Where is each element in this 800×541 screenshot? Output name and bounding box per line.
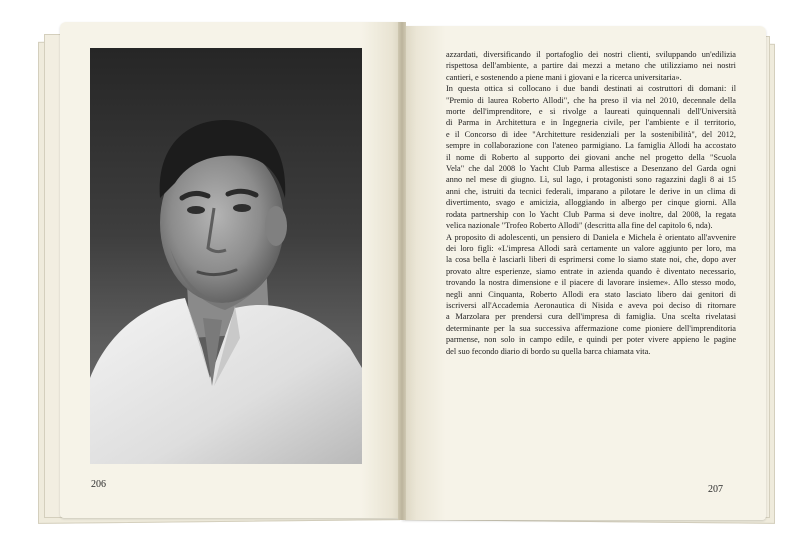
text-line: di Parma in Architettura e in Ingegneria civile, per l'ambiente e il territorio, bbox=[446, 118, 736, 128]
text-line: velica nazionale "Trofeo Roberto Allodi" (descritta alla fine del capitolo 6, nda). bbox=[446, 221, 713, 231]
text-line: negli anni Cinquanta, Roberto Allodi era stato lasciato libero dai genitori di bbox=[446, 289, 736, 299]
text-line: a Marzolara per prendersi cura dell'impresa di famiglia. Una scelta rivelatasi bbox=[446, 312, 736, 322]
text-line: trovando la nostra dimensione e il piacere di lavorare insieme». Allo stesso modo, bbox=[446, 278, 736, 288]
text-line: azzardati, diversificando il portafoglio dei nostri clienti, sviluppando un'edilizia bbox=[446, 50, 736, 59]
text-line: cantieri, e sostenendo a piene mani i giovani e la ricerca universitaria». bbox=[446, 72, 682, 82]
text-line: dei loro figli: «L'impresa Allodi sarà certamente un valore aggiunto per loro, ma bbox=[446, 243, 736, 253]
page-number-left: 206 bbox=[91, 479, 106, 490]
page-number-right: 207 bbox=[708, 484, 723, 495]
text-line: e il Concorso di idee "Architetture residenziali per la sostenibilità", del 2012, bbox=[446, 129, 736, 139]
text-line: anno nel mese di giugno. Lì, sul lago, i protagonisti sono ragazzini dagli 8 ai 15 bbox=[446, 175, 736, 185]
text-line: Vela" che dal 2008 lo Yacht Club Parma allestisce a Desenzano del Garda ogni bbox=[446, 164, 736, 174]
text-line: rispettosa dell'ambiente, a partire dai mezzi a metano che utilizziamo nei nostri bbox=[446, 61, 736, 71]
portrait-illustration bbox=[90, 48, 362, 464]
text-line: rodata partnership con lo Yacht Club Parma si deve inoltre, dal 2008, la regata bbox=[446, 209, 736, 219]
body-text bbox=[446, 49, 736, 357]
text-line: "Premio di laurea Roberto Allodi", che ha preso il via nel 2010, decennale della bbox=[446, 95, 736, 105]
portrait-photo bbox=[90, 48, 362, 464]
text-line: determinante per la sua successiva affermazione come pioniere dell'imprenditoria bbox=[446, 323, 736, 333]
text-line: divertimento, svago e amicizia, alloggiando in albergo per cinque giorni. Alla bbox=[446, 198, 736, 208]
text-line: sempre in collaborazione con l'ateneo parmigiano. La famiglia Allodi ha accostato bbox=[446, 141, 736, 151]
book-spine bbox=[398, 22, 406, 520]
text-line: la cosa bella è lasciarli liberi di esprimersi come lo siamo state noi, che, dopo aver bbox=[446, 255, 736, 265]
text-line: parmense, non solo in campo edile, e quindi per poter vivere appieno le pagine bbox=[446, 335, 736, 345]
text-line: provato altre esperienze, siamo entrate in azienda quando è diventato necessario, bbox=[446, 266, 736, 276]
text-line: il nome di Roberto al supporto dei giovani anche nel progetto della "Scuola bbox=[446, 152, 736, 162]
text-line: iscriversi all'Accademia Aeronautica di Nisida e aveva poi deciso di ritornare bbox=[446, 300, 736, 310]
text-line: morte dell'imprenditore, e si rivolge a laureati quinquennali dell'Università bbox=[446, 107, 736, 117]
text-line: anni che, istruiti da tecnici federali, imparano a pilotare le derive in un clima di bbox=[446, 186, 736, 196]
text-line: A proposito di adolescenti, un pensiero di Daniela e Michela è orientato all'avvenire bbox=[446, 232, 736, 242]
text-line: In questa ottica si collocano i due bandi destinati ai costruttori di domani: il bbox=[446, 84, 736, 94]
text-line: del suo fecondo diario di bordo su quella barca chiamata vita. bbox=[446, 346, 651, 356]
